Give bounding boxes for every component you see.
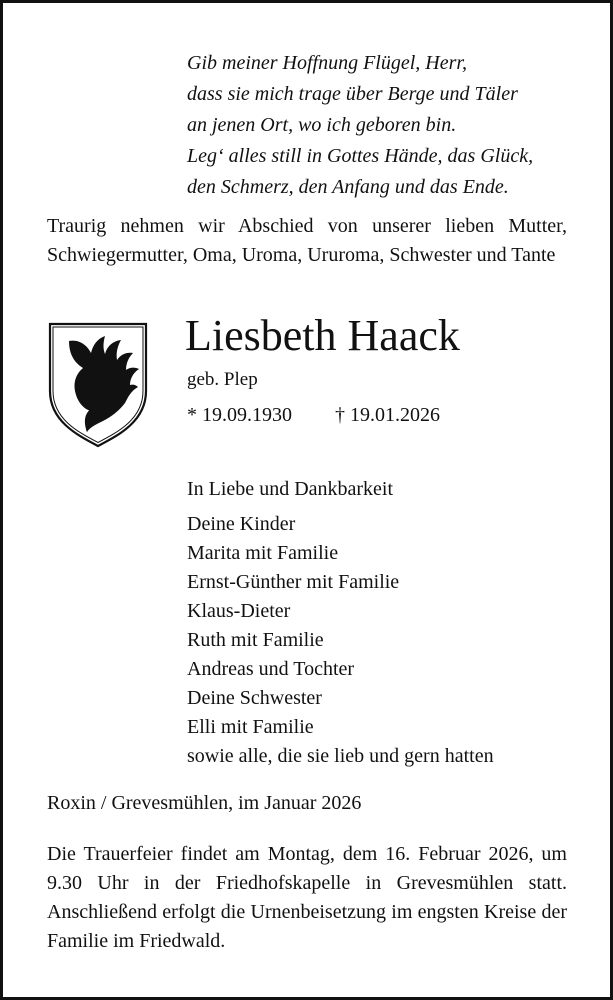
death-date: † 19.01.2026	[335, 404, 440, 426]
funeral-notice: Die Trauerfeier findet am Montag, dem 16. Februar 2026, um 9.30 Uhr in der Friedhofskapelle in Grevesmühlen statt. Anschließend erfolgt die Urnenbeisetzung im engsten Kreise der Familie im Friedwald.	[47, 843, 567, 952]
list-item: Andreas und Tochter	[187, 658, 355, 680]
poem-line: Gib meiner Hoffnung Flügel, Herr,	[187, 52, 467, 74]
gratitude-line: In Liebe und Dankbarkeit	[187, 478, 394, 500]
place-date: Roxin / Grevesmühlen, im Januar 2026	[47, 792, 362, 814]
list-item: Ernst-Günther mit Familie	[187, 571, 400, 593]
list-item: Klaus-Dieter	[187, 600, 291, 622]
list-item: Ruth mit Familie	[187, 629, 324, 651]
poem-line: an jenen Ort, wo ich geboren bin.	[187, 114, 457, 136]
poem-line: Leg‘ alles still in Gottes Hände, das Glück,	[187, 145, 534, 167]
coat-of-arms-icon	[47, 321, 149, 449]
life-dates	[187, 402, 440, 428]
poem	[187, 48, 587, 203]
list-item: sowie alle, die sie lieb und gern hatten	[187, 745, 494, 767]
mourners-list	[187, 510, 494, 771]
birth-date: * 19.09.1930	[187, 404, 292, 426]
intro-text: Traurig nehmen wir Abschied von unserer lieben Mutter, Schwiegermutter, Oma, Uroma, Ururoma, Schwester und Tante	[47, 215, 567, 266]
poem-line: dass sie mich trage über Berge und Täler	[187, 83, 518, 105]
list-item: Elli mit Familie	[187, 716, 314, 738]
list-item: Deine Kinder	[187, 513, 296, 535]
list-item: Deine Schwester	[187, 687, 322, 709]
poem-line: den Schmerz, den Anfang und das Ende.	[187, 176, 509, 198]
list-item: Marita mit Familie	[187, 542, 339, 564]
deceased-name: Liesbeth Haack	[185, 311, 460, 360]
birth-name: geb. Plep	[187, 369, 258, 390]
